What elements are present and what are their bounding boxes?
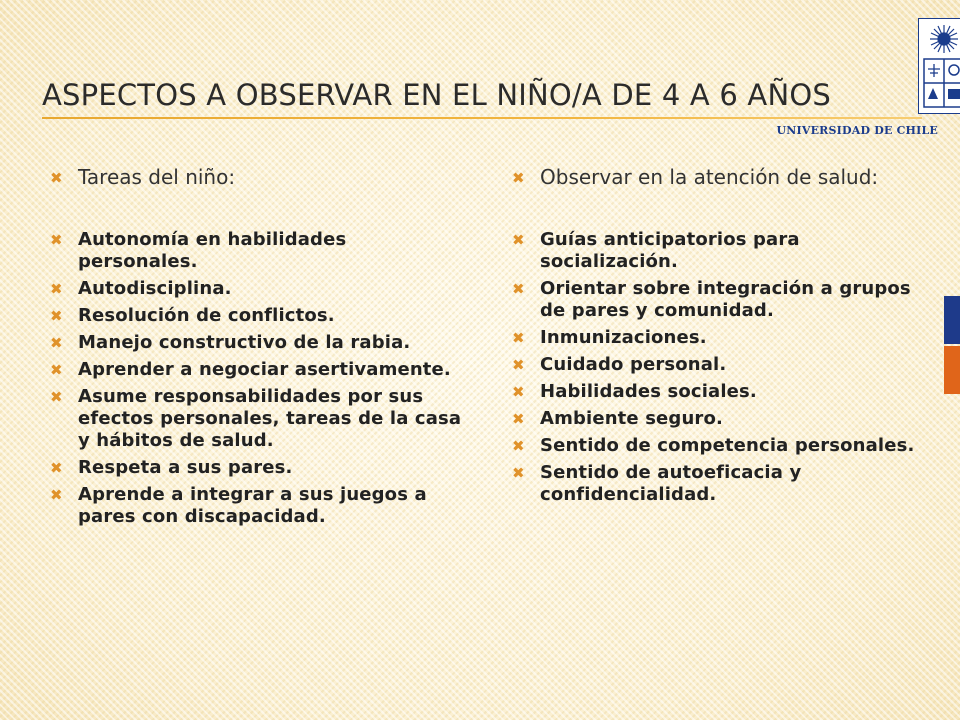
list-item-text: Asume responsabilidades por sus efectos personales, tareas de la casa y hábitos de salud. [78, 386, 462, 451]
child-tasks-list [50, 165, 470, 528]
x-mark-bullet-icon: ✖ [512, 356, 525, 374]
list-item-text: Autodisciplina. [78, 278, 232, 299]
list-item [50, 484, 470, 528]
x-mark-bullet-icon: ✖ [50, 388, 63, 406]
list-item-text: Orientar sobre integración a grupos de pares y comunidad. [540, 278, 911, 321]
left-heading-item [50, 165, 470, 189]
x-mark-bullet-icon: ✖ [50, 307, 63, 325]
x-mark-bullet-icon: ✖ [512, 464, 525, 482]
institution-name: UNIVERSIDAD DE CHILE [776, 124, 938, 137]
list-item [50, 278, 470, 300]
list-item [512, 229, 932, 273]
right-heading: Observar en la atención de salud: [540, 165, 879, 189]
x-mark-bullet-icon: ✖ [512, 410, 525, 428]
x-mark-bullet-icon: ✖ [512, 329, 525, 347]
list-item [50, 332, 470, 354]
x-mark-bullet-icon: ✖ [50, 231, 63, 249]
x-mark-bullet-icon: ✖ [50, 280, 63, 298]
x-mark-bullet-icon: ✖ [50, 169, 63, 187]
spacer [512, 189, 932, 229]
list-item [50, 457, 470, 479]
list-item-text: Guías anticipatorios para socialización. [540, 229, 800, 272]
list-item [512, 278, 932, 322]
x-mark-bullet-icon: ✖ [50, 334, 63, 352]
list-item-text: Inmunizaciones. [540, 327, 707, 348]
x-mark-bullet-icon: ✖ [50, 486, 63, 504]
x-mark-bullet-icon: ✖ [512, 437, 525, 455]
list-item [50, 386, 470, 452]
list-item [512, 381, 932, 403]
x-mark-bullet-icon: ✖ [512, 383, 525, 401]
list-item-text: Aprender a negociar asertivamente. [78, 359, 451, 380]
x-mark-bullet-icon: ✖ [512, 280, 525, 298]
spacer [50, 189, 470, 229]
edge-tab-orange [944, 346, 960, 394]
list-item [512, 408, 932, 430]
list-item [50, 359, 470, 381]
list-item-text: Sentido de autoeficacia y confidencialidad. [540, 462, 802, 505]
list-item [512, 435, 932, 457]
list-item [50, 305, 470, 327]
list-item-text: Manejo constructivo de la rabia. [78, 332, 411, 353]
list-item-text: Habilidades sociales. [540, 381, 757, 402]
list-item [512, 327, 932, 349]
list-item [512, 462, 932, 506]
slide-title: ASPECTOS A OBSERVAR EN EL NIÑO/A DE 4 A 6 AÑOS [42, 78, 831, 112]
list-item-text: Sentido de competencia personales. [540, 435, 915, 456]
list-item-text: Respeta a sus pares. [78, 457, 293, 478]
list-item-text: Ambiente seguro. [540, 408, 723, 429]
list-item-text: Autonomía en habilidades personales. [78, 229, 347, 272]
title-underline [42, 117, 922, 119]
right-heading-item [512, 165, 932, 189]
x-mark-bullet-icon: ✖ [512, 169, 525, 187]
x-mark-bullet-icon: ✖ [50, 459, 63, 477]
university-crest-logo [918, 18, 960, 114]
edge-tab-blue [944, 296, 960, 344]
x-mark-bullet-icon: ✖ [512, 231, 525, 249]
list-item [50, 229, 470, 273]
sun-icon [930, 25, 958, 53]
list-item-text: Cuidado personal. [540, 354, 727, 375]
health-care-observations-list [512, 165, 932, 506]
list-item-text: Aprende a integrar a sus juegos a pares con discapacidad. [78, 484, 427, 527]
left-heading: Tareas del niño: [78, 165, 236, 189]
list-item-text: Resolución de conflictos. [78, 305, 335, 326]
shield-icon [924, 59, 960, 107]
x-mark-bullet-icon: ✖ [50, 361, 63, 379]
list-item [512, 354, 932, 376]
